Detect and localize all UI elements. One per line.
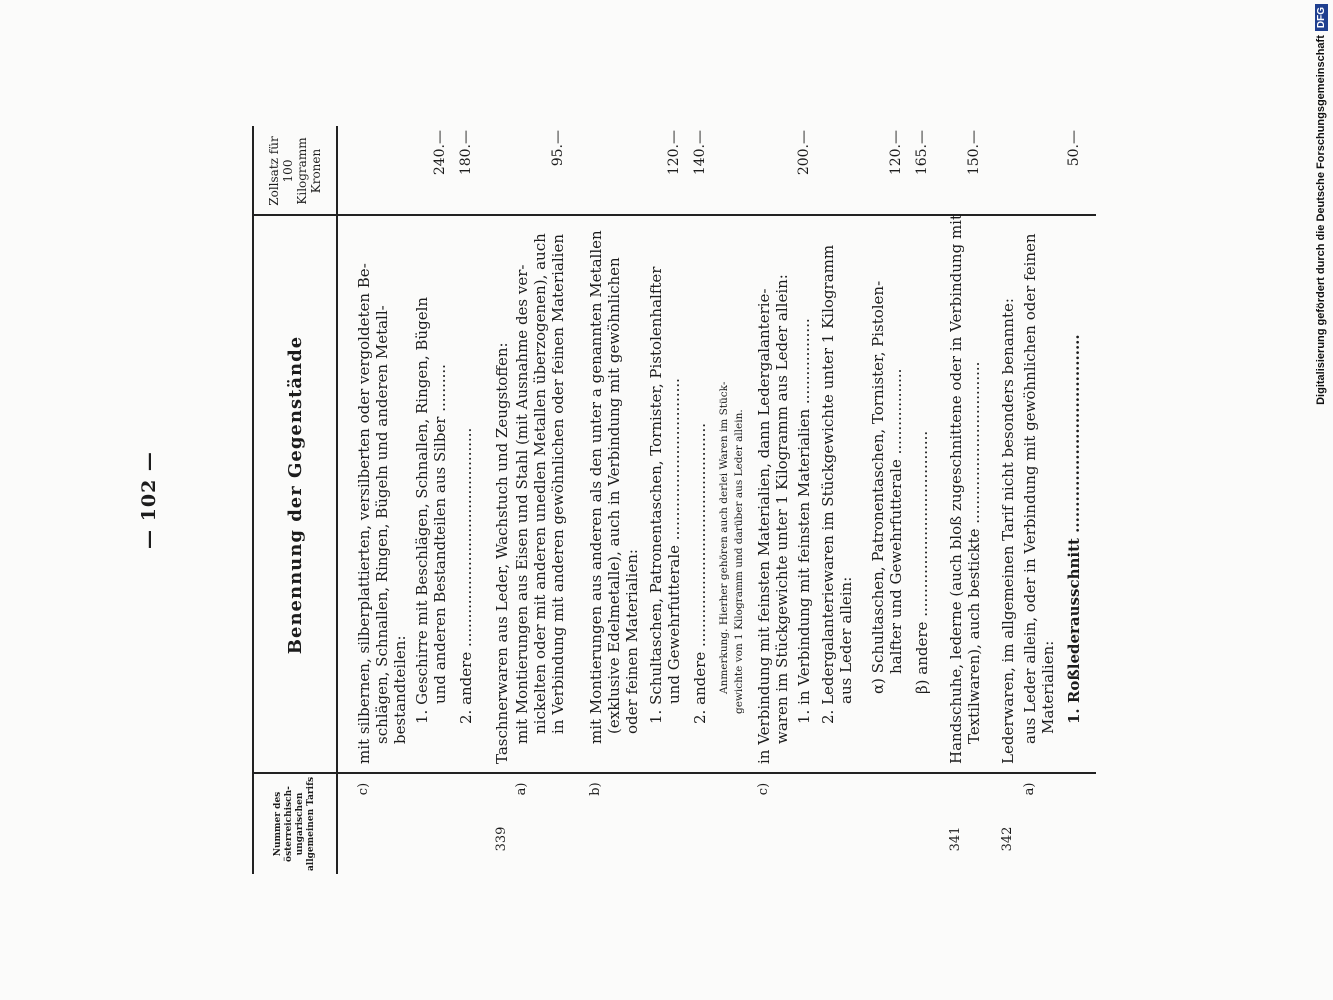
header-description-column: Benennung der Gegenstände <box>284 335 306 655</box>
header-bottom-rule <box>336 126 338 874</box>
row-text: 1. Schultaschen, Patronentaschen, Tornister, Pistolenhalfter <box>647 266 665 724</box>
row-text: in Verbindung mit feinsten Materialien, dann Ledergalanterie- <box>755 288 773 764</box>
row-text: 1. in Verbindung mit feinsten Materialien .................. <box>795 318 813 724</box>
row-text: schlägen, Schnallen, Ringen, Bügeln und anderen Metall- <box>373 305 391 744</box>
row-rate: 50.— <box>1066 130 1082 167</box>
row-text: 1. Geschirre mit Beschlägen, Schnallen, Ringen, Bügeln <box>413 296 431 724</box>
row-text: Textilwaren), auch bestickte .................................. <box>965 361 983 744</box>
row-text: und Gewehrfutterale .................................. <box>665 378 683 704</box>
row-letter: c) <box>756 782 771 796</box>
row-text: Materialien: <box>1039 640 1057 734</box>
dfg-logo: DFG <box>1315 4 1328 31</box>
row-text: halfter und Gewehrfutterale .................. <box>887 368 905 674</box>
annotation-text: gewichte von 1 Kilogramm und darüber aus Leder allein. <box>733 409 745 714</box>
header-rate-column: Zollsatz für 100 Kilogramm Kronen <box>267 136 323 206</box>
row-text: mit silbernen, silberplattierten, versilberten oder vergoldeten Be- <box>355 263 373 764</box>
row-rate: 140.— <box>692 130 708 176</box>
row-rate: 165.— <box>914 130 930 176</box>
row-letter: c) <box>356 782 371 796</box>
row-text: Handschuhe, lederne (auch bloß zugeschnittene oder in Verbindung mit <box>947 214 965 764</box>
row-text: und anderen Bestandteilen aus Silber .......... <box>431 364 449 704</box>
annotation-text: Anmerkung. Hierher gehören auch derlei Waren im Stück- <box>718 381 730 694</box>
header-number-column: Nummer des österreichisch-ungarischen allgemeinen Tarifs <box>273 776 316 872</box>
row-letter: b) <box>588 782 603 796</box>
row-rate: 240.— <box>432 130 448 176</box>
row-text: Taschnerwaren aus Leder, Wachstuch und Zeugstoffen: <box>493 342 511 764</box>
row-text: α) Schultaschen, Patronentaschen, Tornister, Pistolen- <box>869 280 887 694</box>
row-text: (exklusive Edelmetalle), auch in Verbindung mit gewöhnlichen <box>605 257 623 734</box>
row-text: 1. Roßlederausschnitt ...................................... <box>1065 334 1083 724</box>
row-rate: 180.— <box>458 130 474 176</box>
row-rate: 120.— <box>666 130 682 176</box>
row-letter: a) <box>514 782 529 796</box>
row-text: 2. andere ............................................... <box>691 422 709 724</box>
row-rate: 200.— <box>796 130 812 176</box>
credit-text: Digitalisierung gefördert durch die Deutsche Forschungsgemeinschaft <box>1315 35 1327 405</box>
row-tariff-number: 341 <box>948 826 963 852</box>
row-text: waren im Stückgewichte unter 1 Kilogramm aus Leder allein: <box>773 274 791 744</box>
row-rate: 120.— <box>888 130 904 176</box>
row-text: 2. Ledergalanteriewaren im Stückgewichte unter 1 Kilogramm <box>819 244 837 724</box>
row-text: in Verbindung mit anderen gewöhnlichen oder feinen Materialien <box>549 234 567 734</box>
row-text: bestandteilen: <box>391 635 409 744</box>
page-number: — 102 — <box>138 451 160 549</box>
row-text: nickelten oder mit anderen unedlen Metallen überzogenen), auch <box>531 233 549 734</box>
row-text: Lederwaren, im allgemeinen Tarif nicht besonders benannte: <box>999 298 1017 764</box>
row-text: oder feinen Materialien: <box>623 549 641 734</box>
digitization-credit <box>1309 4 1333 405</box>
row-tariff-number: 342 <box>1000 826 1015 852</box>
row-text: β) andere ....................................... <box>913 430 931 694</box>
row-text: aus Leder allein: <box>837 576 855 704</box>
row-text: aus Leder allein, oder in Verbindung mit gewöhnlichen oder feinen <box>1021 233 1039 744</box>
row-text: 2. andere .............................................. <box>457 427 475 724</box>
row-rate: 95.— <box>550 130 566 167</box>
row-text: mit Montierungen aus Eisen und Stahl (mit Ausnahme des ver- <box>513 264 531 744</box>
row-rate: 150.— <box>966 130 982 176</box>
column-divider-1 <box>254 772 1096 774</box>
row-text: mit Montierungen aus anderen als den unter a genannten Metallen <box>587 230 605 744</box>
row-tariff-number: 339 <box>494 826 509 852</box>
row-letter: a) <box>1022 782 1037 796</box>
